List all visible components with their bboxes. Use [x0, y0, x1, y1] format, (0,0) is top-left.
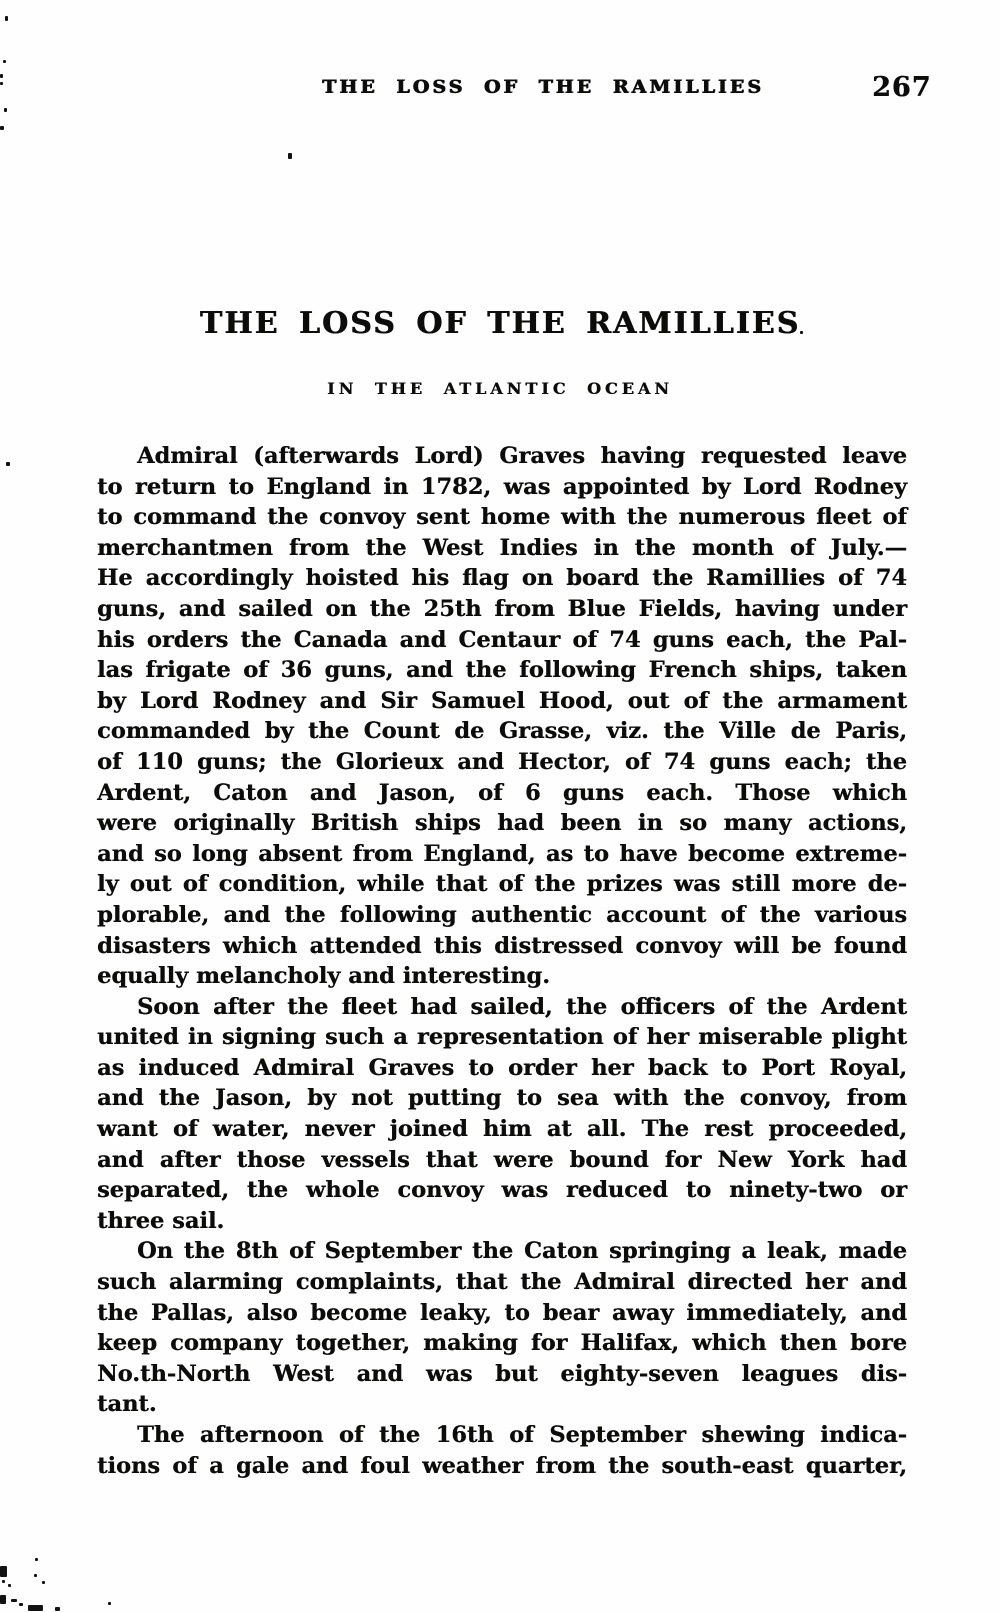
text-line: to return to England in 1782, was appointed by Lord Rodney: [97, 473, 907, 500]
text-line: want of water, never joined him at all. The rest proceeded,: [97, 1116, 907, 1143]
text-line: tions of a gale and foul weather from the south-east quarter,: [97, 1452, 907, 1479]
noise-speck: [2, 1580, 5, 1583]
noise-speck: [0, 126, 4, 130]
text-line: united in signing such a representation of her miserable plight: [97, 1024, 907, 1051]
text-line: On the 8th of September the Caton springing a leak, made: [137, 1238, 907, 1265]
text-line: the Pallas, also become leaky, to bear away immediately, and: [97, 1299, 907, 1326]
text-line: disasters which attended this distressed convoy will be found: [97, 932, 907, 959]
text-line: las frigate of 36 guns, and the following French ships, taken: [97, 657, 907, 684]
noise-speck: [55, 1607, 60, 1611]
page-number: 267: [872, 72, 932, 103]
text-line: guns, and sailed on the 25th from Blue Fields, having under: [97, 595, 907, 622]
noise-speck: [4, 108, 7, 112]
text-line: Ardent, Caton and Jason, of 6 guns each. Those which: [97, 779, 907, 806]
text-line: separated, the whole convoy was reduced to ninety-two or: [97, 1177, 907, 1204]
text-line: He accordingly hoisted his flag on board the Ramillies of 74: [97, 565, 907, 592]
paragraph: [97, 1236, 907, 1420]
body-text: [97, 441, 907, 1481]
text-line: were originally British ships had been in so many actions,: [97, 810, 907, 837]
running-title: THE LOSS OF THE RAMILLIES: [322, 76, 764, 98]
text-line: as induced Admiral Graves to order her back to Port Royal,: [97, 1054, 907, 1081]
noise-speck: [6, 462, 10, 466]
noise-speck: [8, 1584, 11, 1587]
text-line: three sail.: [97, 1207, 225, 1234]
noise-speck: [0, 1595, 6, 1604]
noise-speck: [108, 1602, 111, 1605]
text-line: and after those vessels that were bound for New York had: [97, 1146, 907, 1173]
article-subtitle: IN THE ATLANTIC OCEAN: [327, 379, 673, 398]
text-line: Soon after the fleet had sailed, the officers of the Ardent: [137, 993, 907, 1020]
text-line: his orders the Canada and Centaur of 74 guns each, the Pal-: [97, 626, 907, 653]
text-line: ly out of condition, while that of the prizes was still more de-: [97, 871, 907, 898]
text-line: plorable, and the following authentic account of the various: [97, 901, 907, 928]
text-line: keep company together, making for Halifax, which then bore: [97, 1330, 907, 1357]
noise-speck: [34, 1574, 37, 1577]
text-line: by Lord Rodney and Sir Samuel Hood, out of the armament: [97, 687, 907, 714]
text-line: commanded by the Count de Grasse, viz. the Ville de Paris,: [97, 718, 907, 745]
paragraph: [97, 441, 907, 992]
noise-speck: [288, 153, 292, 159]
text-line: and the Jason, by not putting to sea with the convoy, from: [97, 1085, 907, 1112]
text-line: such alarming complaints, that the Admiral directed her and: [97, 1269, 907, 1296]
text-line: of 110 guns; the Glorieux and Hector, of 74 guns each; the: [97, 748, 907, 775]
noise-speck: [0, 82, 3, 85]
noise-speck: [800, 331, 803, 334]
noise-speck: [11, 1599, 17, 1602]
text-line: No.th-North West and was but eighty-seven leagues dis-: [97, 1360, 907, 1387]
text-line: to command the convoy sent home with the numerous fleet of: [97, 504, 907, 531]
noise-speck: [3, 60, 6, 63]
noise-speck: [42, 1581, 45, 1584]
running-head: [0, 72, 1000, 106]
text-line: and so long absent from England, as to have become extreme-: [97, 840, 907, 867]
noise-speck: [0, 1566, 7, 1577]
text-line: Admiral (afterwards Lord) Graves having requested leave: [137, 443, 907, 469]
paragraph: [97, 992, 907, 1237]
noise-speck: [0, 74, 3, 78]
noise-speck: [28, 1605, 43, 1611]
noise-speck: [19, 1603, 23, 1606]
paragraph: [97, 1420, 907, 1481]
article-title: THE LOSS OF THE RAMILLIES: [199, 306, 801, 341]
text-line: equally melancholy and interesting.: [97, 963, 550, 990]
text-line: merchantmen from the West Indies in the month of July.—: [97, 534, 907, 561]
noise-speck: [5, 16, 8, 21]
noise-speck: [35, 1558, 38, 1561]
text-line: tant.: [97, 1391, 157, 1418]
text-line: The afternoon of the 16th of September shewing indica-: [137, 1422, 907, 1448]
